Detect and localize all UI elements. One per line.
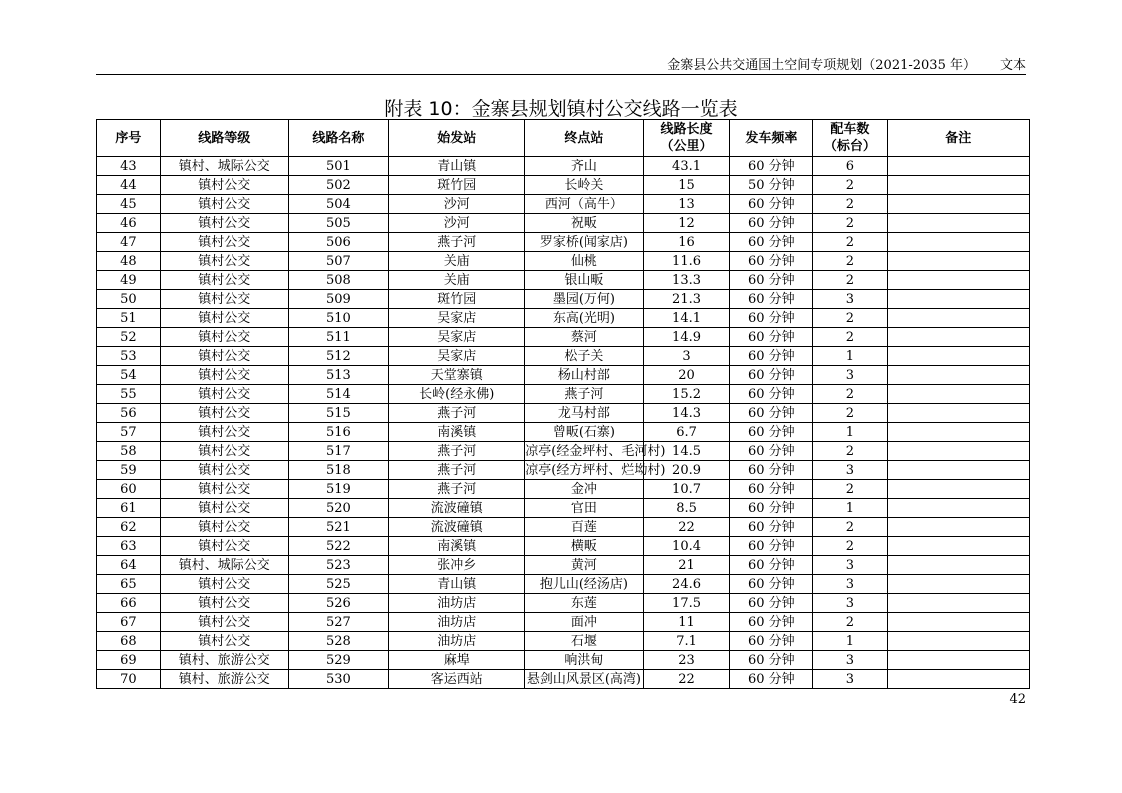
cell-length: 15.2 [643, 385, 730, 404]
cell-vehicles: 2 [813, 195, 887, 214]
cell-length: 6.7 [643, 423, 730, 442]
cell-end-station: 凉亭(经金坪村、毛河村) [525, 443, 666, 459]
cell-start-station: 吴家店 [389, 309, 525, 328]
cell-remarks [887, 366, 1029, 385]
table-row [97, 575, 1030, 594]
cell-length: 11.6 [643, 252, 730, 271]
document-type: 文本 [999, 58, 1026, 73]
cell-vehicles: 2 [813, 613, 887, 632]
cell-length: 24.6 [643, 575, 730, 594]
cell-route-name: 523 [288, 556, 389, 575]
cell-remarks [887, 442, 1029, 461]
cell-start-station: 燕子河 [389, 480, 525, 499]
cell-route-name: 530 [288, 670, 389, 689]
cell-frequency: 60 分钟 [730, 385, 813, 404]
cell-vehicles: 3 [813, 556, 887, 575]
cell-length: 17.5 [643, 594, 730, 613]
cell-index: 68 [97, 632, 161, 651]
cell-grade: 镇村公交 [160, 176, 288, 195]
cell-index: 69 [97, 651, 161, 670]
cell-start-station: 斑竹园 [389, 176, 525, 195]
cell-remarks [887, 480, 1029, 499]
col-header-end-station: 终点站 [525, 120, 643, 157]
cell-length: 3 [643, 347, 730, 366]
cell-start-station: 客运西站 [389, 670, 525, 689]
cell-remarks [887, 385, 1029, 404]
cell-grade: 镇村公交 [160, 290, 288, 309]
cell-grade: 镇村公交 [160, 385, 288, 404]
cell-end-station: 仙桃 [525, 252, 643, 271]
cell-vehicles: 1 [813, 632, 887, 651]
cell-vehicles: 2 [813, 252, 887, 271]
cell-end-station: 罗家桥(闻家店) [525, 233, 643, 252]
cell-frequency: 60 分钟 [730, 575, 813, 594]
cell-length: 16 [643, 233, 730, 252]
cell-index: 64 [97, 556, 161, 575]
cell-grade: 镇村公交 [160, 214, 288, 233]
table-row [97, 632, 1030, 651]
table-header-row [97, 120, 1030, 157]
cell-start-station: 燕子河 [389, 404, 525, 423]
table-row [97, 651, 1030, 670]
cell-remarks [887, 461, 1029, 480]
cell-route-name: 518 [288, 461, 389, 480]
bus-routes-table [96, 119, 1030, 689]
cell-grade: 镇村公交 [160, 252, 288, 271]
cell-remarks [887, 290, 1029, 309]
cell-vehicles: 6 [813, 157, 887, 176]
cell-grade: 镇村公交 [160, 499, 288, 518]
cell-remarks [887, 195, 1029, 214]
cell-end-station: 龙马村部 [525, 404, 643, 423]
cell-grade: 镇村公交 [160, 518, 288, 537]
cell-vehicles: 2 [813, 404, 887, 423]
table-row [97, 366, 1030, 385]
table-row [97, 309, 1030, 328]
table-row [97, 290, 1030, 309]
cell-end-station: 西河（高牛） [525, 195, 643, 214]
table-title: 附表 10：金寨县规划镇村公交线路一览表 [384, 98, 738, 120]
cell-route-name: 509 [288, 290, 389, 309]
table-row [97, 176, 1030, 195]
cell-route-name: 510 [288, 309, 389, 328]
cell-index: 58 [97, 442, 161, 461]
cell-length: 14.5 [643, 442, 730, 461]
cell-length: 22 [643, 670, 730, 689]
cell-length: 22 [643, 518, 730, 537]
cell-route-name: 515 [288, 404, 389, 423]
cell-index: 63 [97, 537, 161, 556]
cell-route-name: 520 [288, 499, 389, 518]
cell-index: 51 [97, 309, 161, 328]
cell-start-station: 流波䃥镇 [389, 518, 525, 537]
table-row [97, 670, 1030, 689]
cell-start-station: 青山镇 [389, 575, 525, 594]
cell-index: 59 [97, 461, 161, 480]
cell-end-station: 面冲 [525, 613, 643, 632]
cell-route-name: 517 [288, 442, 389, 461]
cell-frequency: 60 分钟 [730, 157, 813, 176]
cell-vehicles: 1 [813, 347, 887, 366]
page-number: 42 [1009, 692, 1026, 707]
cell-end-station: 杨山村部 [525, 366, 643, 385]
cell-vehicles: 1 [813, 423, 887, 442]
cell-index: 53 [97, 347, 161, 366]
cell-route-name: 528 [288, 632, 389, 651]
cell-route-name: 505 [288, 214, 389, 233]
cell-index: 43 [97, 157, 161, 176]
cell-frequency: 60 分钟 [730, 252, 813, 271]
cell-end-station: 曾畈(石寨) [525, 423, 643, 442]
cell-start-station: 南溪镇 [389, 537, 525, 556]
cell-start-station: 青山镇 [389, 157, 525, 176]
cell-remarks [887, 632, 1029, 651]
cell-frequency: 60 分钟 [730, 480, 813, 499]
cell-grade: 镇村公交 [160, 423, 288, 442]
cell-length: 11 [643, 613, 730, 632]
cell-frequency: 60 分钟 [730, 518, 813, 537]
cell-index: 66 [97, 594, 161, 613]
cell-frequency: 50 分钟 [730, 176, 813, 195]
table-row [97, 537, 1030, 556]
cell-end-station: 蔡河 [525, 328, 643, 347]
cell-start-station: 流波䃥镇 [389, 499, 525, 518]
cell-frequency: 60 分钟 [730, 613, 813, 632]
cell-start-station: 油坊店 [389, 613, 525, 632]
cell-end-station: 凉亭(经方坪村、烂坳村) [525, 462, 666, 478]
cell-remarks [887, 518, 1029, 537]
col-header-index: 序号 [97, 120, 161, 157]
cell-end-station: 横畈 [525, 537, 643, 556]
cell-length: 12 [643, 214, 730, 233]
table-row [97, 252, 1030, 271]
table-row [97, 404, 1030, 423]
cell-index: 62 [97, 518, 161, 537]
cell-vehicles: 3 [813, 290, 887, 309]
table-row [97, 613, 1030, 632]
cell-index: 50 [97, 290, 161, 309]
cell-route-name: 508 [288, 271, 389, 290]
cell-end-station: 墨园(万何) [525, 290, 643, 309]
cell-remarks [887, 651, 1029, 670]
cell-end-station: 银山畈 [525, 271, 643, 290]
cell-route-name: 511 [288, 328, 389, 347]
cell-index: 52 [97, 328, 161, 347]
cell-route-name: 514 [288, 385, 389, 404]
cell-grade: 镇村公交 [160, 328, 288, 347]
cell-index: 60 [97, 480, 161, 499]
cell-frequency: 60 分钟 [730, 290, 813, 309]
table-body [97, 157, 1030, 689]
cell-index: 44 [97, 176, 161, 195]
table-row [97, 423, 1030, 442]
cell-end-station: 黄河 [525, 556, 643, 575]
cell-grade: 镇村公交 [160, 366, 288, 385]
cell-frequency: 60 分钟 [730, 651, 813, 670]
table-row [97, 518, 1030, 537]
cell-length: 14.9 [643, 328, 730, 347]
cell-route-name: 519 [288, 480, 389, 499]
cell-length: 13.3 [643, 271, 730, 290]
cell-start-station: 天堂寨镇 [389, 366, 525, 385]
cell-remarks [887, 214, 1029, 233]
cell-grade: 镇村公交 [160, 271, 288, 290]
cell-start-station: 油坊店 [389, 632, 525, 651]
col-header-grade: 线路等级 [160, 120, 288, 157]
table-row [97, 328, 1030, 347]
cell-start-station: 沙河 [389, 195, 525, 214]
col-header-remarks: 备注 [887, 120, 1029, 157]
cell-remarks [887, 347, 1029, 366]
cell-vehicles: 3 [813, 366, 887, 385]
cell-frequency: 60 分钟 [730, 594, 813, 613]
cell-index: 55 [97, 385, 161, 404]
cell-route-name: 526 [288, 594, 389, 613]
cell-end-station: 东高(光明) [525, 309, 643, 328]
cell-frequency: 60 分钟 [730, 442, 813, 461]
table-row [97, 556, 1030, 575]
cell-grade: 镇村公交 [160, 195, 288, 214]
cell-vehicles: 2 [813, 176, 887, 195]
cell-vehicles: 3 [813, 670, 887, 689]
cell-length: 10.7 [643, 480, 730, 499]
cell-length: 21 [643, 556, 730, 575]
cell-route-name: 522 [288, 537, 389, 556]
cell-frequency: 60 分钟 [730, 271, 813, 290]
cell-grade: 镇村、城际公交 [160, 157, 288, 176]
col-header-route-name: 线路名称 [288, 120, 389, 157]
table-row [97, 442, 1030, 461]
cell-remarks [887, 556, 1029, 575]
cell-frequency: 60 分钟 [730, 347, 813, 366]
cell-index: 46 [97, 214, 161, 233]
cell-frequency: 60 分钟 [730, 404, 813, 423]
cell-route-name: 504 [288, 195, 389, 214]
cell-index: 49 [97, 271, 161, 290]
cell-index: 56 [97, 404, 161, 423]
cell-remarks [887, 271, 1029, 290]
cell-index: 67 [97, 613, 161, 632]
col-header-vehicles: 配车数 （标台） [813, 120, 887, 157]
cell-grade: 镇村公交 [160, 347, 288, 366]
cell-route-name: 525 [288, 575, 389, 594]
cell-route-name: 506 [288, 233, 389, 252]
cell-route-name: 529 [288, 651, 389, 670]
cell-vehicles: 2 [813, 328, 887, 347]
cell-frequency: 60 分钟 [730, 195, 813, 214]
cell-vehicles: 2 [813, 309, 887, 328]
cell-start-station: 油坊店 [389, 594, 525, 613]
cell-vehicles: 2 [813, 214, 887, 233]
cell-grade: 镇村公交 [160, 575, 288, 594]
cell-index: 70 [97, 670, 161, 689]
cell-length: 15 [643, 176, 730, 195]
cell-remarks [887, 613, 1029, 632]
cell-end-station: 悬剑山风景区(高湾) [525, 670, 643, 689]
cell-end-station: 长岭关 [525, 176, 643, 195]
cell-length: 20 [643, 366, 730, 385]
cell-remarks [887, 328, 1029, 347]
cell-frequency: 60 分钟 [730, 499, 813, 518]
header-rule [96, 74, 1026, 75]
cell-route-name: 521 [288, 518, 389, 537]
cell-frequency: 60 分钟 [730, 670, 813, 689]
cell-remarks [887, 594, 1029, 613]
cell-grade: 镇村公交 [160, 632, 288, 651]
cell-start-station: 吴家店 [389, 328, 525, 347]
cell-vehicles: 3 [813, 575, 887, 594]
cell-start-station: 麻埠 [389, 651, 525, 670]
cell-grade: 镇村公交 [160, 537, 288, 556]
cell-grade: 镇村公交 [160, 594, 288, 613]
table-row [97, 347, 1030, 366]
table-row [97, 499, 1030, 518]
cell-frequency: 60 分钟 [730, 461, 813, 480]
cell-remarks [887, 537, 1029, 556]
cell-length: 14.1 [643, 309, 730, 328]
cell-length: 21.3 [643, 290, 730, 309]
table-row [97, 461, 1030, 480]
cell-grade: 镇村公交 [160, 461, 288, 480]
cell-start-station: 南溪镇 [389, 423, 525, 442]
cell-route-name: 527 [288, 613, 389, 632]
cell-vehicles: 2 [813, 518, 887, 537]
cell-end-station: 官田 [525, 499, 643, 518]
page-header [96, 54, 1026, 73]
table-row [97, 214, 1030, 233]
document-title: 金寨县公共交通国土空间专项规划（2021-2035 年） [667, 58, 976, 73]
cell-end-station: 石堰 [525, 632, 643, 651]
cell-frequency: 60 分钟 [730, 537, 813, 556]
cell-grade: 镇村公交 [160, 233, 288, 252]
cell-end-station: 响洪甸 [525, 651, 643, 670]
cell-length: 13 [643, 195, 730, 214]
cell-frequency: 60 分钟 [730, 328, 813, 347]
cell-remarks [887, 157, 1029, 176]
cell-frequency: 60 分钟 [730, 423, 813, 442]
cell-remarks [887, 404, 1029, 423]
cell-route-name: 512 [288, 347, 389, 366]
cell-end-station: 松子关 [525, 347, 643, 366]
cell-index: 45 [97, 195, 161, 214]
cell-start-station: 燕子河 [389, 442, 525, 461]
cell-frequency: 60 分钟 [730, 214, 813, 233]
col-header-frequency: 发车频率 [730, 120, 813, 157]
table-row [97, 480, 1030, 499]
cell-end-station: 齐山 [525, 157, 643, 176]
cell-end-station: 燕子河 [525, 385, 643, 404]
cell-end-station: 祝畈 [525, 214, 643, 233]
cell-route-name: 513 [288, 366, 389, 385]
cell-start-station: 燕子河 [389, 233, 525, 252]
cell-start-station: 斑竹园 [389, 290, 525, 309]
cell-start-station: 沙河 [389, 214, 525, 233]
col-header-start-station: 始发站 [389, 120, 525, 157]
cell-end-station: 东莲 [525, 594, 643, 613]
cell-index: 48 [97, 252, 161, 271]
cell-vehicles: 2 [813, 385, 887, 404]
table-row [97, 385, 1030, 404]
cell-remarks [887, 309, 1029, 328]
cell-remarks [887, 252, 1029, 271]
cell-length: 20.9 [643, 461, 730, 480]
table-row [97, 233, 1030, 252]
cell-route-name: 501 [288, 157, 389, 176]
cell-grade: 镇村公交 [160, 404, 288, 423]
cell-frequency: 60 分钟 [730, 556, 813, 575]
cell-start-station: 关庙 [389, 252, 525, 271]
cell-grade: 镇村公交 [160, 442, 288, 461]
cell-index: 65 [97, 575, 161, 594]
table-row [97, 594, 1030, 613]
cell-vehicles: 3 [813, 651, 887, 670]
cell-length: 8.5 [643, 499, 730, 518]
cell-length: 14.3 [643, 404, 730, 423]
cell-frequency: 60 分钟 [730, 309, 813, 328]
cell-vehicles: 2 [813, 271, 887, 290]
cell-end-station: 抱儿山(经汤店) [525, 575, 643, 594]
col-header-length: 线路长度 （公里） [643, 120, 730, 157]
cell-index: 54 [97, 366, 161, 385]
cell-length: 43.1 [643, 157, 730, 176]
cell-route-name: 516 [288, 423, 389, 442]
cell-index: 47 [97, 233, 161, 252]
cell-start-station: 关庙 [389, 271, 525, 290]
cell-index: 61 [97, 499, 161, 518]
table-row [97, 157, 1030, 176]
cell-remarks [887, 499, 1029, 518]
cell-length: 10.4 [643, 537, 730, 556]
cell-vehicles: 2 [813, 442, 887, 461]
cell-remarks [887, 176, 1029, 195]
cell-start-station: 燕子河 [389, 461, 525, 480]
cell-route-name: 502 [288, 176, 389, 195]
cell-vehicles: 3 [813, 461, 887, 480]
cell-end-station: 金冲 [525, 480, 643, 499]
cell-route-name: 507 [288, 252, 389, 271]
table-row [97, 195, 1030, 214]
cell-remarks [887, 670, 1029, 689]
cell-length: 7.1 [643, 632, 730, 651]
cell-grade: 镇村公交 [160, 309, 288, 328]
cell-frequency: 60 分钟 [730, 632, 813, 651]
cell-frequency: 60 分钟 [730, 233, 813, 252]
cell-vehicles: 1 [813, 499, 887, 518]
cell-vehicles: 2 [813, 537, 887, 556]
cell-start-station: 张冲乡 [389, 556, 525, 575]
cell-grade: 镇村、旅游公交 [160, 651, 288, 670]
cell-index: 57 [97, 423, 161, 442]
cell-start-station: 吴家店 [389, 347, 525, 366]
cell-remarks [887, 575, 1029, 594]
cell-start-station: 长岭(经永佛) [389, 385, 525, 404]
cell-frequency: 60 分钟 [730, 366, 813, 385]
cell-remarks [887, 423, 1029, 442]
cell-grade: 镇村公交 [160, 613, 288, 632]
cell-length: 23 [643, 651, 730, 670]
table-row [97, 271, 1030, 290]
cell-end-station: 百莲 [525, 518, 643, 537]
cell-grade: 镇村、城际公交 [160, 556, 288, 575]
cell-vehicles: 3 [813, 594, 887, 613]
cell-vehicles: 2 [813, 233, 887, 252]
cell-grade: 镇村、旅游公交 [160, 670, 288, 689]
cell-grade: 镇村公交 [160, 480, 288, 499]
cell-remarks [887, 233, 1029, 252]
cell-vehicles: 2 [813, 480, 887, 499]
